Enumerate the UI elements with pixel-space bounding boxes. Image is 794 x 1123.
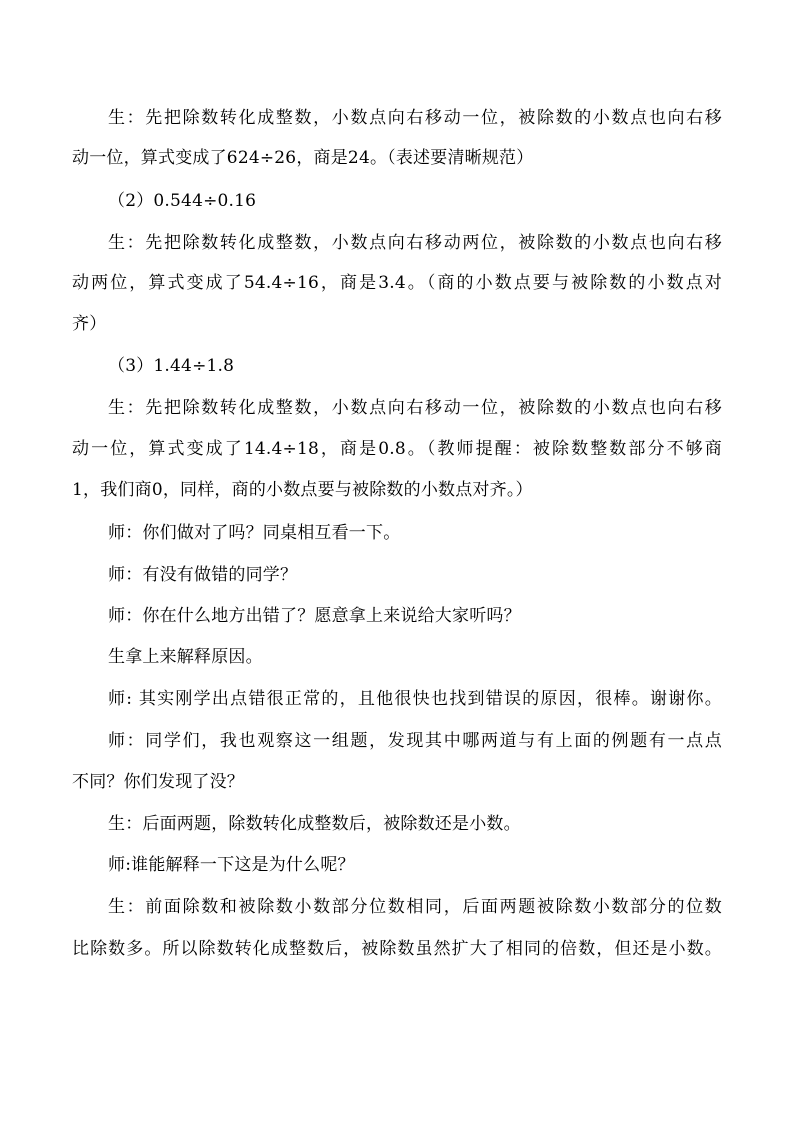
line-text: 师：同学们，我也观察这一组题，发现其中哪两道与有上面的例题有一点点 [108, 731, 722, 751]
text-line [108, 731, 794, 751]
text-line [108, 814, 794, 834]
text-line [72, 273, 794, 293]
line-text: 师:谁能解释一下这是为什么呢？ [108, 855, 355, 875]
line-text: 师：你在什么地方出错了？愿意拿上来说给大家听吗？ [108, 606, 521, 626]
text-line [72, 480, 794, 500]
text-line [72, 772, 794, 792]
line-text: 师：你们做对了吗？同桌相互看一下。 [108, 523, 401, 543]
line-text: 齐） [72, 314, 107, 334]
line-text: 生：先把除数转化成整数，小数点向右移动一位，被除数的小数点也向右移 [108, 108, 722, 128]
text-line [108, 689, 794, 709]
line-text: 生：先把除数转化成整数，小数点向右移动两位，被除数的小数点也向右移 [108, 233, 722, 253]
text-line [108, 108, 794, 128]
text-line [108, 647, 794, 667]
line-text: 1，我们商0，同样，商的小数点要与被除数的小数点对齐。） [72, 480, 533, 500]
line-text: 动一位，算式变成了14.4÷18，商是0.8。（教师提醒：被除数整数部分不够商 [72, 439, 722, 459]
line-text: （2）0.544÷0.16 [108, 191, 257, 211]
text-line [108, 606, 794, 626]
text-line [72, 148, 794, 168]
line-text: 不同？你们发现了没？ [72, 772, 244, 792]
text-line [108, 523, 794, 543]
text-line [108, 855, 794, 875]
line-text: 生：前面除数和被除数小数部分位数相同，后面两题被除数小数部分的位数 [108, 897, 722, 917]
text-line [108, 398, 794, 418]
text-line [108, 233, 794, 253]
line-text: 师：有没有做错的同学？ [108, 565, 298, 585]
line-text: 生：先把除数转化成整数，小数点向右移动一位，被除数的小数点也向右移 [108, 398, 722, 418]
text-line [108, 356, 794, 376]
text-line [72, 939, 794, 959]
line-text: 动两位，算式变成了54.4÷16，商是3.4。（商的小数点要与被除数的小数点对 [72, 273, 722, 293]
text-line [108, 897, 794, 917]
line-text: 动一位，算式变成了624÷26，商是24。（表述要清晰规范） [72, 148, 534, 168]
text-line [72, 439, 794, 459]
text-line [108, 191, 794, 211]
text-line [108, 565, 794, 585]
text-line [72, 314, 794, 334]
line-text: 师: 其实刚学出点错很正常的，且他很快也找到错误的原因，很棒。谢谢你。 [108, 689, 722, 709]
line-text: 生拿上来解释原因。 [108, 647, 263, 667]
line-text: （3）1.44÷1.8 [108, 356, 235, 376]
line-text: 生：后面两题，除数转化成整数后，被除数还是小数。 [108, 814, 521, 834]
line-text: 比除数多。所以除数转化成整数后，被除数虽然扩大了相同的倍数，但还是小数。 [72, 939, 722, 959]
